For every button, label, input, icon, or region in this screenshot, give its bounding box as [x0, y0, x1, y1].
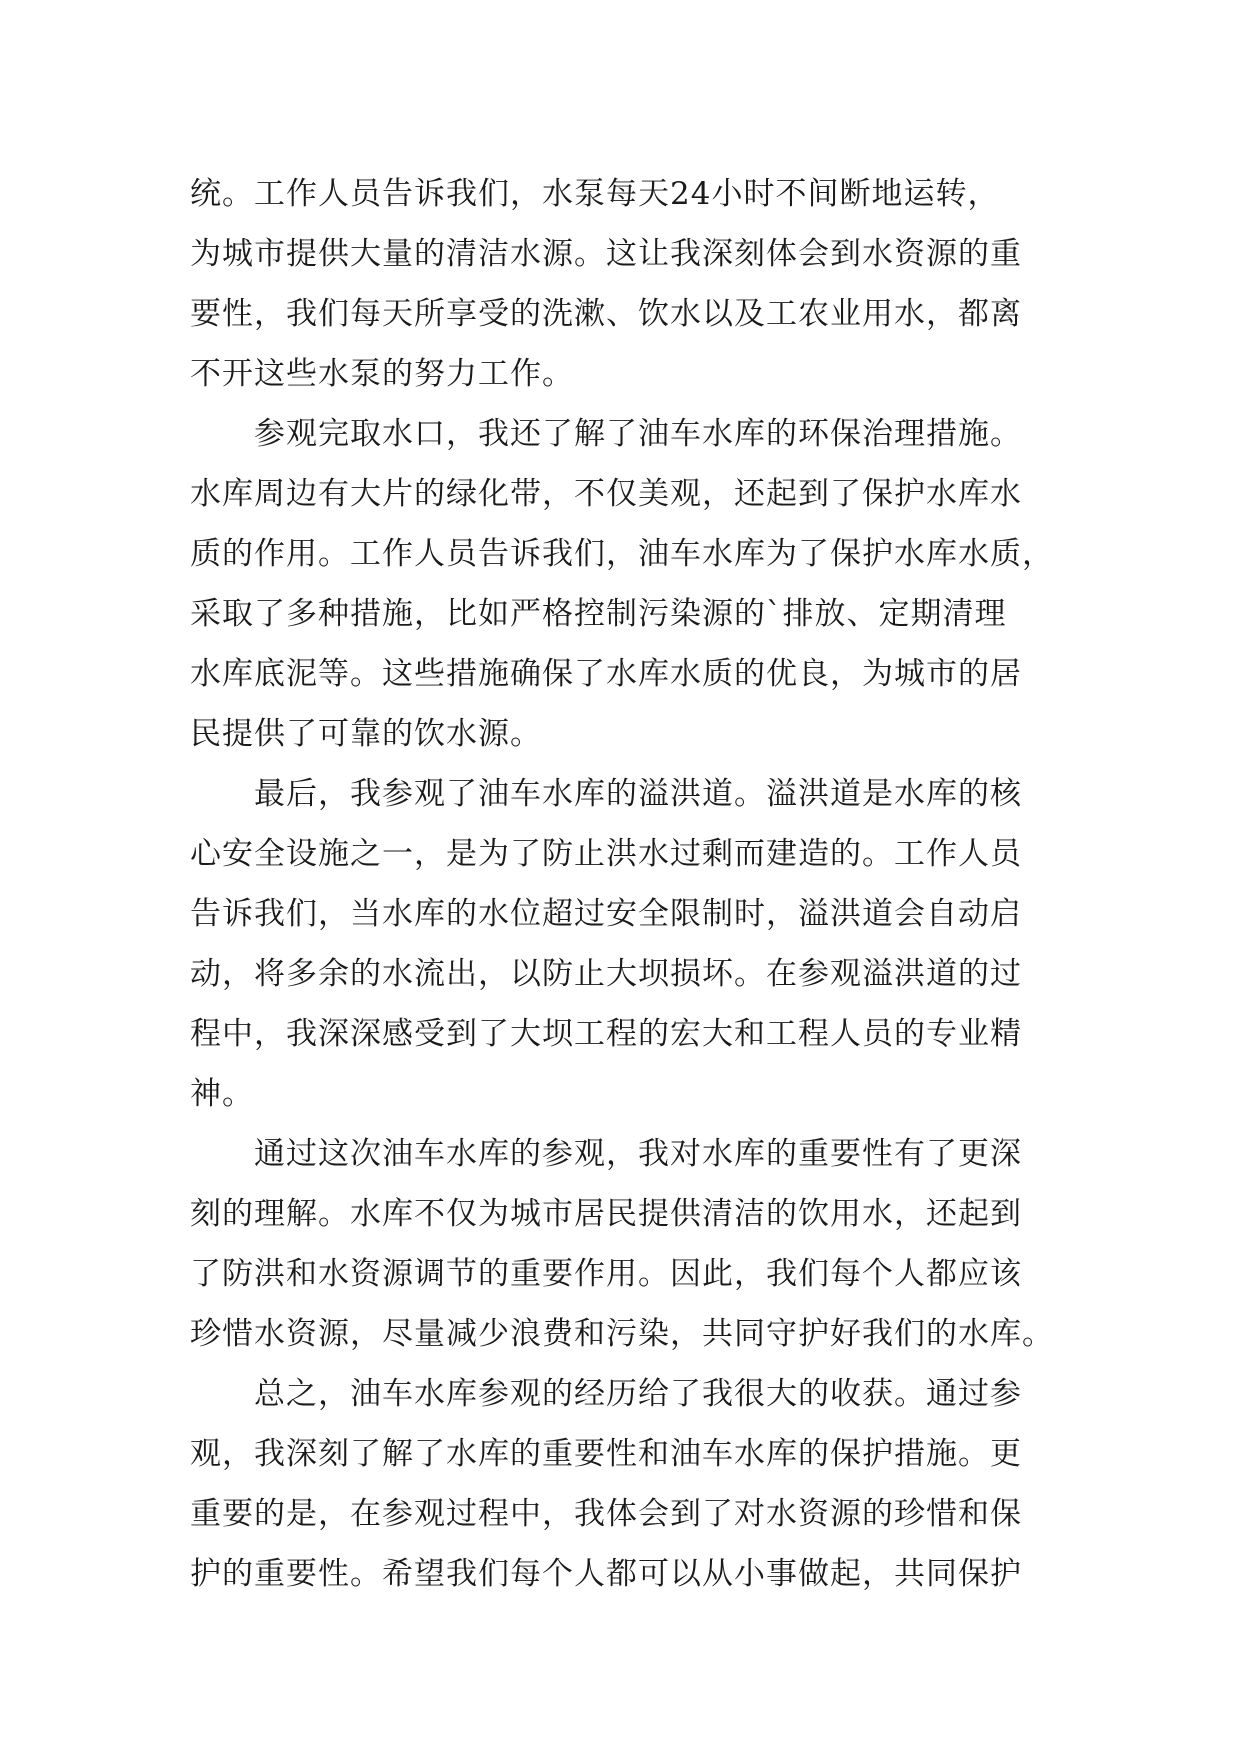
- text-line: 刻的理解。水库不仅为城市居民提供清洁的饮用水，还起到: [190, 1196, 1022, 1232]
- text-line: 珍惜水资源，尽量减少浪费和污染，共同守护好我们的水库。: [190, 1316, 1054, 1352]
- text-line: 民提供了可靠的饮水源。: [190, 716, 542, 752]
- text-line: 了防洪和水资源调节的重要作用。因此，我们每个人都应该: [190, 1256, 1022, 1292]
- document-body: [190, 164, 1054, 1604]
- paragraph-first-line: 参观完取水口，我还了解了油车水库的环保治理措施。: [254, 416, 1022, 452]
- text-line: 神。: [190, 1076, 254, 1112]
- text-line: 告诉我们，当水库的水位超过安全限制时，溢洪道会自动启: [190, 896, 1022, 932]
- text-line: 观，我深刻了解了水库的重要性和油车水库的保护措施。更: [190, 1436, 1022, 1472]
- text-line: 重要的是，在参观过程中，我体会到了对水资源的珍惜和保: [190, 1496, 1022, 1532]
- text-line: 护的重要性。希望我们每个人都可以从小事做起，共同保护: [190, 1556, 1022, 1592]
- text-line: 为城市提供大量的清洁水源。这让我深刻体会到水资源的重: [190, 236, 1022, 272]
- text-line: 统。工作人员告诉我们，水泵每天24小时不间断地运转，: [190, 176, 1000, 212]
- text-line: 水库周边有大片的绿化带，不仅美观，还起到了保护水库水: [190, 476, 1022, 512]
- text-line: 不开这些水泵的努力工作。: [190, 356, 574, 392]
- paragraph-first-line: 通过这次油车水库的参观，我对水库的重要性有了更深: [254, 1136, 1022, 1172]
- text-line: 动，将多余的水流出，以防止大坝损坏。在参观溢洪道的过: [190, 956, 1022, 992]
- paragraph-first-line: 总之，油车水库参观的经历给了我很大的收获。通过参: [254, 1376, 1022, 1412]
- text-line: 水库底泥等。这些措施确保了水库水质的优良，为城市的居: [190, 656, 1022, 692]
- text-line: 心安全设施之一，是为了防止洪水过剩而建造的。工作人员: [190, 836, 1022, 872]
- text-line: 要性，我们每天所享受的洗漱、饮水以及工农业用水，都离: [190, 296, 1022, 332]
- paragraph-first-line: 最后，我参观了油车水库的溢洪道。溢洪道是水库的核: [254, 776, 1022, 812]
- text-line: 程中，我深深感受到了大坝工程的宏大和工程人员的专业精: [190, 1016, 1022, 1052]
- text-line: 采取了多种措施，比如严格控制污染源的`排放、定期清理: [190, 596, 1007, 632]
- text-line: 质的作用。工作人员告诉我们，油车水库为了保护水库水质，: [190, 536, 1054, 572]
